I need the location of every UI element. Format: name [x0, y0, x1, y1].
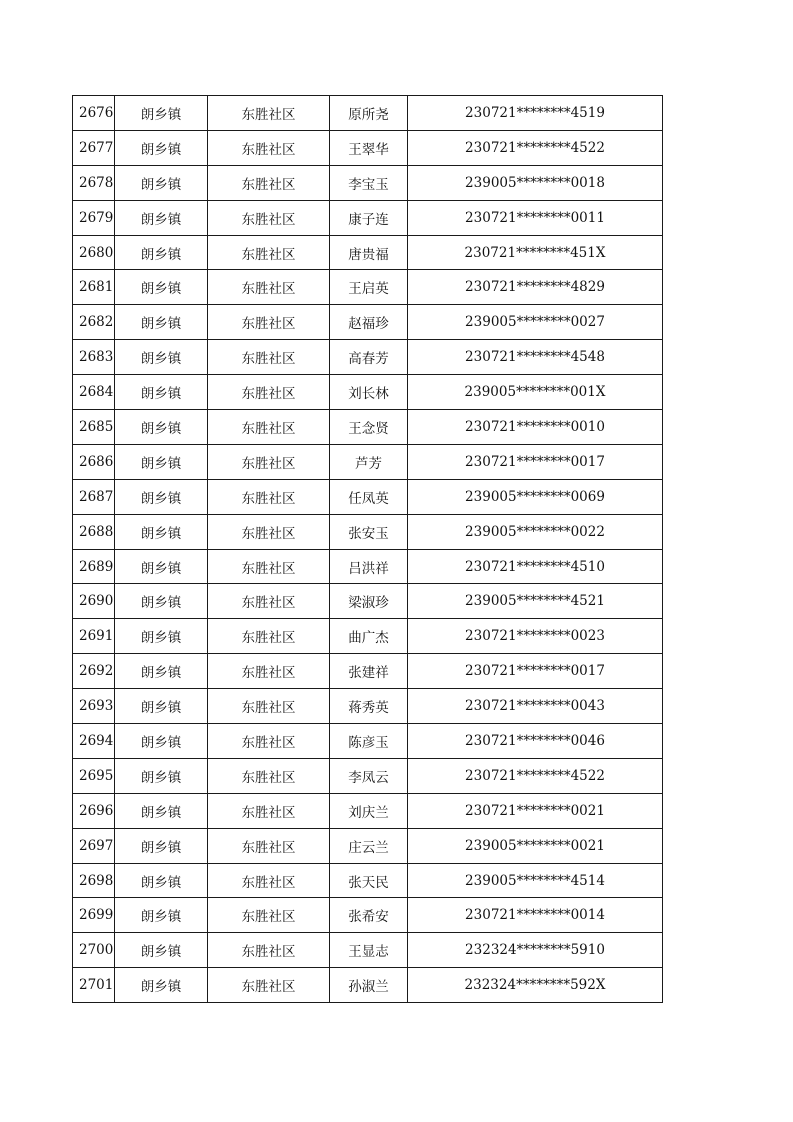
id-number-cell: 230721********451X — [408, 235, 663, 270]
person-name-cell: 梁淑珍 — [330, 584, 408, 619]
town-cell: 朗乡镇 — [115, 863, 208, 898]
town-cell: 朗乡镇 — [115, 793, 208, 828]
id-number-cell: 230721********4548 — [408, 340, 663, 375]
row-number-cell: 2681 — [73, 270, 115, 305]
town-cell: 朗乡镇 — [115, 549, 208, 584]
community-cell: 东胜社区 — [208, 898, 330, 933]
town-cell: 朗乡镇 — [115, 479, 208, 514]
town-cell: 朗乡镇 — [115, 165, 208, 200]
table-row — [73, 619, 663, 654]
row-number-cell: 2699 — [73, 898, 115, 933]
row-number-cell: 2686 — [73, 444, 115, 479]
town-cell: 朗乡镇 — [115, 898, 208, 933]
community-cell: 东胜社区 — [208, 96, 330, 131]
community-cell: 东胜社区 — [208, 235, 330, 270]
id-number-cell: 230721********4522 — [408, 758, 663, 793]
town-cell: 朗乡镇 — [115, 235, 208, 270]
person-name-cell: 庄云兰 — [330, 828, 408, 863]
community-cell: 东胜社区 — [208, 689, 330, 724]
person-name-cell: 王翠华 — [330, 130, 408, 165]
id-number-cell: 239005********0027 — [408, 305, 663, 340]
row-number-cell: 2693 — [73, 689, 115, 724]
community-cell: 东胜社区 — [208, 933, 330, 968]
row-number-cell: 2685 — [73, 410, 115, 445]
id-number-cell: 230721********0010 — [408, 410, 663, 445]
community-cell: 东胜社区 — [208, 200, 330, 235]
row-number-cell: 2694 — [73, 724, 115, 759]
row-number-cell: 2684 — [73, 375, 115, 410]
community-cell: 东胜社区 — [208, 863, 330, 898]
community-cell: 东胜社区 — [208, 479, 330, 514]
id-number-cell: 230721********0011 — [408, 200, 663, 235]
id-number-cell: 239005********0069 — [408, 479, 663, 514]
person-name-cell: 孙淑兰 — [330, 968, 408, 1003]
id-number-cell: 239005********0018 — [408, 165, 663, 200]
row-number-cell: 2683 — [73, 340, 115, 375]
town-cell: 朗乡镇 — [115, 968, 208, 1003]
row-number-cell: 2687 — [73, 479, 115, 514]
community-cell: 东胜社区 — [208, 410, 330, 445]
community-cell: 东胜社区 — [208, 514, 330, 549]
person-name-cell: 李宝玉 — [330, 165, 408, 200]
row-number-cell: 2696 — [73, 793, 115, 828]
person-name-cell: 李凤云 — [330, 758, 408, 793]
town-cell: 朗乡镇 — [115, 689, 208, 724]
table-row — [73, 654, 663, 689]
person-name-cell: 任凤英 — [330, 479, 408, 514]
town-cell: 朗乡镇 — [115, 410, 208, 445]
community-cell: 东胜社区 — [208, 305, 330, 340]
row-number-cell: 2688 — [73, 514, 115, 549]
row-number-cell: 2697 — [73, 828, 115, 863]
row-number-cell: 2698 — [73, 863, 115, 898]
person-name-cell: 吕洪祥 — [330, 549, 408, 584]
id-number-cell: 232324********592X — [408, 968, 663, 1003]
row-number-cell: 2678 — [73, 165, 115, 200]
table-row — [73, 898, 663, 933]
table-row — [73, 828, 663, 863]
town-cell: 朗乡镇 — [115, 933, 208, 968]
table-row — [73, 863, 663, 898]
person-name-cell: 蒋秀英 — [330, 689, 408, 724]
row-number-cell: 2689 — [73, 549, 115, 584]
id-number-cell: 239005********4514 — [408, 863, 663, 898]
person-name-cell: 赵福珍 — [330, 305, 408, 340]
person-name-cell: 张希安 — [330, 898, 408, 933]
table-row — [73, 130, 663, 165]
row-number-cell: 2701 — [73, 968, 115, 1003]
table-row — [73, 200, 663, 235]
town-cell: 朗乡镇 — [115, 584, 208, 619]
town-cell: 朗乡镇 — [115, 340, 208, 375]
table-row — [73, 689, 663, 724]
id-number-cell: 232324********5910 — [408, 933, 663, 968]
person-name-cell: 王启英 — [330, 270, 408, 305]
table-row — [73, 375, 663, 410]
row-number-cell: 2676 — [73, 96, 115, 131]
community-cell: 东胜社区 — [208, 130, 330, 165]
town-cell: 朗乡镇 — [115, 619, 208, 654]
table-row — [73, 968, 663, 1003]
row-number-cell: 2680 — [73, 235, 115, 270]
id-number-cell: 230721********0017 — [408, 654, 663, 689]
row-number-cell: 2690 — [73, 584, 115, 619]
id-number-cell: 230721********4510 — [408, 549, 663, 584]
person-name-cell: 王显志 — [330, 933, 408, 968]
community-cell: 东胜社区 — [208, 270, 330, 305]
person-name-cell: 张安玉 — [330, 514, 408, 549]
person-name-cell: 曲广杰 — [330, 619, 408, 654]
community-cell: 东胜社区 — [208, 654, 330, 689]
row-number-cell: 2677 — [73, 130, 115, 165]
row-number-cell: 2691 — [73, 619, 115, 654]
town-cell: 朗乡镇 — [115, 828, 208, 863]
town-cell: 朗乡镇 — [115, 305, 208, 340]
town-cell: 朗乡镇 — [115, 514, 208, 549]
community-cell: 东胜社区 — [208, 584, 330, 619]
table-row — [73, 793, 663, 828]
row-number-cell: 2682 — [73, 305, 115, 340]
town-cell: 朗乡镇 — [115, 654, 208, 689]
row-number-cell: 2700 — [73, 933, 115, 968]
id-number-cell: 230721********0014 — [408, 898, 663, 933]
table-row — [73, 444, 663, 479]
table-row — [73, 514, 663, 549]
person-name-cell: 高春芳 — [330, 340, 408, 375]
id-number-cell: 230721********0021 — [408, 793, 663, 828]
id-number-cell: 230721********4519 — [408, 96, 663, 131]
town-cell: 朗乡镇 — [115, 270, 208, 305]
id-number-cell: 230721********0046 — [408, 724, 663, 759]
table-row — [73, 96, 663, 131]
row-number-cell: 2679 — [73, 200, 115, 235]
town-cell: 朗乡镇 — [115, 375, 208, 410]
community-cell: 东胜社区 — [208, 340, 330, 375]
table-row — [73, 758, 663, 793]
id-number-cell: 230721********0017 — [408, 444, 663, 479]
town-cell: 朗乡镇 — [115, 724, 208, 759]
person-name-cell: 芦芳 — [330, 444, 408, 479]
town-cell: 朗乡镇 — [115, 444, 208, 479]
table-row — [73, 584, 663, 619]
community-cell: 东胜社区 — [208, 165, 330, 200]
person-name-cell: 刘长林 — [330, 375, 408, 410]
person-name-cell: 唐贵福 — [330, 235, 408, 270]
person-name-cell: 王念贤 — [330, 410, 408, 445]
person-name-cell: 陈彦玉 — [330, 724, 408, 759]
table-row — [73, 410, 663, 445]
row-number-cell: 2692 — [73, 654, 115, 689]
community-cell: 东胜社区 — [208, 793, 330, 828]
id-number-cell: 230721********0043 — [408, 689, 663, 724]
person-name-cell: 刘庆兰 — [330, 793, 408, 828]
community-cell: 东胜社区 — [208, 758, 330, 793]
community-cell: 东胜社区 — [208, 549, 330, 584]
town-cell: 朗乡镇 — [115, 130, 208, 165]
id-number-cell: 230721********0023 — [408, 619, 663, 654]
community-cell: 东胜社区 — [208, 375, 330, 410]
table-row — [73, 305, 663, 340]
person-name-cell: 张建祥 — [330, 654, 408, 689]
table-row — [73, 235, 663, 270]
id-number-cell: 239005********0022 — [408, 514, 663, 549]
id-number-cell: 239005********001X — [408, 375, 663, 410]
community-cell: 东胜社区 — [208, 619, 330, 654]
id-number-cell: 239005********4521 — [408, 584, 663, 619]
town-cell: 朗乡镇 — [115, 96, 208, 131]
id-number-cell: 239005********0021 — [408, 828, 663, 863]
row-number-cell: 2695 — [73, 758, 115, 793]
community-cell: 东胜社区 — [208, 968, 330, 1003]
town-cell: 朗乡镇 — [115, 200, 208, 235]
person-name-cell: 张天民 — [330, 863, 408, 898]
community-cell: 东胜社区 — [208, 724, 330, 759]
table-row — [73, 165, 663, 200]
table-row — [73, 724, 663, 759]
person-name-cell: 康子连 — [330, 200, 408, 235]
table-row — [73, 479, 663, 514]
id-number-cell: 230721********4522 — [408, 130, 663, 165]
table-row — [73, 340, 663, 375]
town-cell: 朗乡镇 — [115, 758, 208, 793]
id-number-cell: 230721********4829 — [408, 270, 663, 305]
roster-table-body — [73, 96, 663, 1003]
table-row — [73, 933, 663, 968]
community-cell: 东胜社区 — [208, 828, 330, 863]
table-row — [73, 270, 663, 305]
person-name-cell: 原所尧 — [330, 96, 408, 131]
community-cell: 东胜社区 — [208, 444, 330, 479]
table-row — [73, 549, 663, 584]
roster-table — [72, 95, 663, 1003]
